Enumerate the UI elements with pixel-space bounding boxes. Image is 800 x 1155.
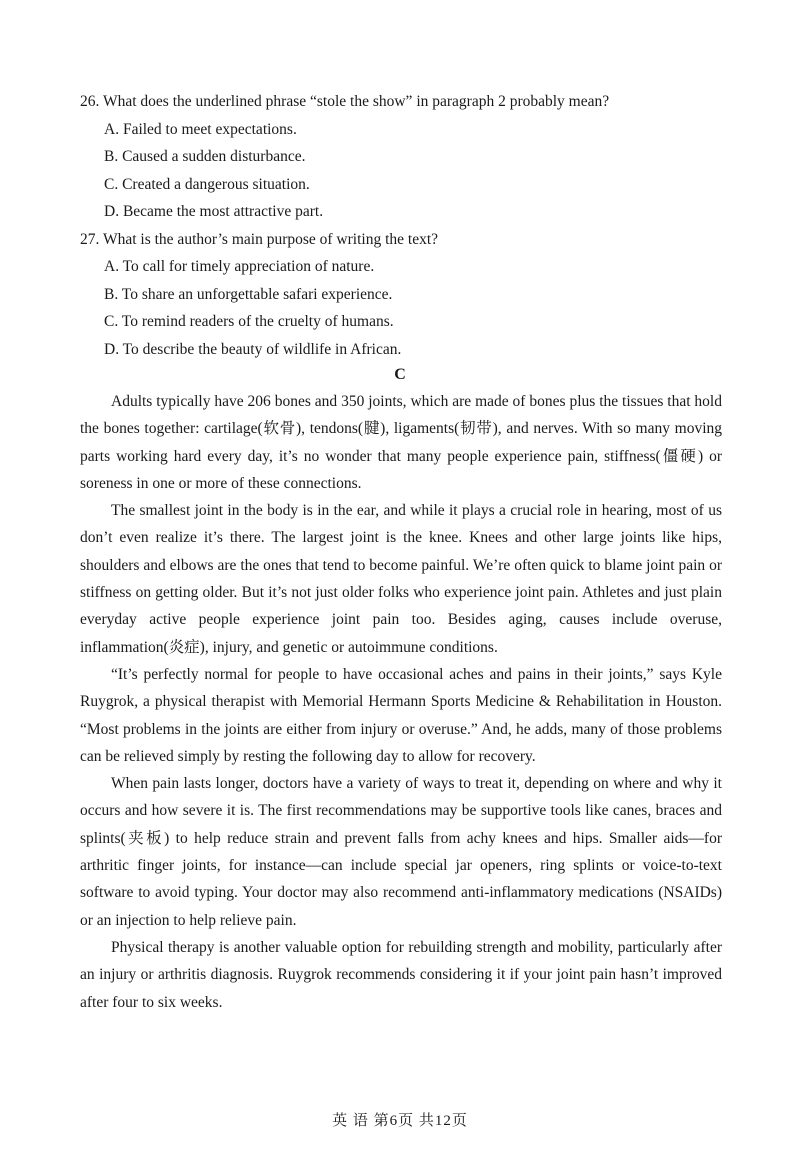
option-list [80,253,730,363]
option-b: B. Caused a sudden disturbance. [104,148,306,165]
passage-paragraph-3: “It’s perfectly normal for people to have occasional aches and pains in their joints,” says Kyle Ruygrok, a physical therapist with Memorial Hermann Sports Medicine & Rehabilitation in Houston. “Most problems in the joints are either from injury or overuse.” And, he adds, many of those problems can be relieved simply by resting the following day to allow for recovery. [80,665,722,765]
question-stem: 27. What is the author’s main purpose of writing the text? [80,230,439,248]
page-footer: 英 语 第6页 共12页 [332,1113,468,1129]
passage-paragraph-2: The smallest joint in the body is in the ear, and while it plays a crucial role in hearing, most of us don’t even realize it’s there. The largest joint is the knee. Knees and other large joints like hips, shoulders and elbows are the ones that tend to become painful. We’re often quick to blame joint pain or stiffness on getting older. But it’s not just older folks who experience joint pain. Athletes and just plain everyday active people experience joint pain too. Besides aging, causes include overuse, inflammation(炎症), injury, and genetic or autoimmune conditions. [80,502,722,656]
passage-paragraph-1: Adults typically have 206 bones and 350 joints, which are made of bones plus the tissues that hold the bones together: cartilage(软骨), tendons(腱), ligaments(韧带), and nerves. With so many moving parts working hard every day, it’s no wonder that many people experience pain, stiffness(僵硬) or soreness in one or more of these connections. [80,393,722,492]
question-27 [80,226,730,364]
option-b: B. To share an unforgettable safari experience. [104,285,393,303]
option-d: D. Became the most attractive part. [104,203,324,220]
question-block [80,88,730,363]
reading-passage [80,388,722,1016]
passage-paragraph-5: Physical therapy is another valuable option for rebuilding strength and mobility, particularly after an injury or arthritis diagnosis. Ruygrok recommends considering it if your joint pain hasn’t improved after four to six weeks. [80,938,722,1011]
option-a: A. Failed to meet expectations. [104,120,297,138]
section-label: C [394,366,406,383]
option-c: C. Created a dangerous situation. [104,175,310,193]
passage-paragraph-4: When pain lasts longer, doctors have a variety of ways to treat it, depending on where and why it occurs and how severe it is. The first recommendations may be supportive tools like canes, braces and splints(夹板) to help reduce strain and prevent falls from achy knees and hips. Smaller aids—for arthritic finger joints, for instance—can include special jar openers, ring splints or voice-to-text software to avoid typing. Your doctor may also recommend anti-inflammatory medications (NSAIDs) or an injection to help relieve pain. [80,775,722,929]
option-a: A. To call for timely appreciation of nature. [104,258,375,275]
option-d: D. To describe the beauty of wildlife in African. [104,340,402,358]
question-26 [80,88,730,226]
option-c: C. To remind readers of the cruelty of humans. [104,313,394,330]
option-list [80,116,730,226]
question-stem: 26. What does the underlined phrase “stole the show” in paragraph 2 probably mean? [80,93,610,110]
